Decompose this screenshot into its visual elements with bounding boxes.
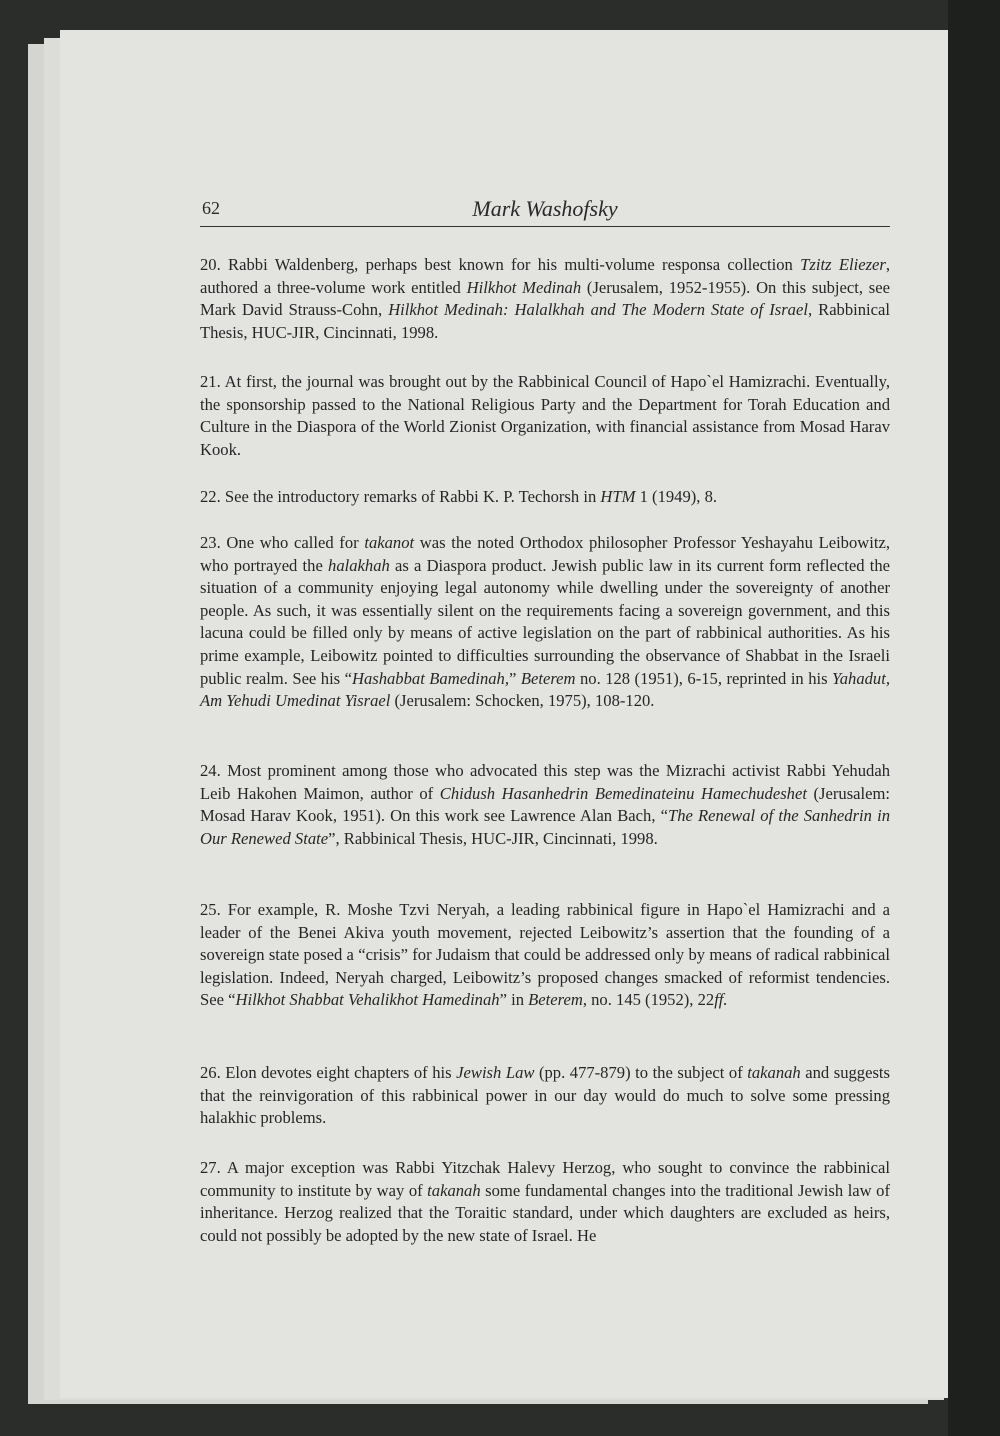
- italic-title: ff.: [714, 990, 728, 1010]
- italic-title: halakhah: [328, 555, 390, 575]
- note-text: (Jerusalem, 1952-1955). On this subject, see Mark David Strauss-Cohn,: [200, 277, 890, 320]
- italic-title: takanot: [364, 533, 415, 552]
- note-text: (Jerusalem: Schocken, 1975), 108-120.: [390, 691, 655, 711]
- footnote-23: [200, 532, 890, 713]
- italic-title: takanah: [747, 1063, 801, 1082]
- note-text: 1 (1949), 8.: [635, 487, 718, 506]
- background: [948, 0, 1000, 1436]
- note-text: 25. For example, R. Moshe Tzvi Neryah, a leading rabbinical figure in Hapo`el Hamizrachi and a leader of the Benei Akiva youth movement, rejected Leibowitz’s assertion that the founding of a sovereign state posed a “crisis” for Judaism that could be addressed only by means of radical rabbinical legislation. Indeed, Neryah charged, Leibowitz’s proposed changes smacked of reformist tendencies. See “: [200, 900, 890, 1010]
- note-text: 21. At first, the journal was brought out by the Rabbinical Council of Hapo`el Hamizrachi. Eventually, the sponsorship passed to the National Religious Party and the Department for Torah Education and Culture in the Diaspora of the World Zionist Organization, with financial assistance from Mosad Harav Kook.: [200, 372, 890, 459]
- italic-title: Yahadut, Am Yehudi Umedinat Yisrael: [200, 668, 890, 711]
- italic-title: Hilkhot Shabbat Vehalikhot Hamedinah: [235, 990, 500, 1010]
- note-text: 23. One who called for: [200, 533, 365, 552]
- note-text: , no. 145 (1952), 22: [582, 990, 715, 1010]
- note-text: , authored a three-volume work entitled: [200, 255, 891, 297]
- note-text: no. 128 (1951), 6-15, reprinted in his: [575, 668, 833, 688]
- note-text: (pp. 477-879) to the subject of: [534, 1063, 748, 1082]
- footnote-20: [200, 254, 890, 344]
- italic-title: Beterem: [520, 668, 576, 688]
- footnote-22: [200, 486, 890, 509]
- note-text: some fundamental changes into the traditional Jewish law of inheritance. Herzog realized that the Toraitic standard, under which daughters are excluded as heirs, could not possibly be adopted by the new state of Israel. He: [200, 1180, 890, 1245]
- footnote-21: [200, 371, 890, 461]
- running-title: Mark Washofsky: [472, 196, 618, 221]
- note-text: 22. See the introductory remarks of Rabbi K. P. Techorsh in: [200, 487, 601, 506]
- footnote-26: [200, 1062, 890, 1130]
- note-text: ”: [509, 668, 521, 688]
- footnote-24: [200, 760, 890, 850]
- footnote-25: [200, 899, 890, 1012]
- italic-title: The Renewal of the Sanhedrin in Our Renewed State: [200, 806, 890, 848]
- italic-title: Hashabbat Bamedinah,: [351, 668, 509, 688]
- italic-title: Chidush Hasanhedrin Bemedinateinu Hamechudeshet: [439, 783, 807, 803]
- italic-title: Beterem: [528, 990, 583, 1010]
- page-number: 62: [202, 198, 220, 218]
- italic-title: HTM: [600, 487, 636, 506]
- note-text: 27. A major exception was Rabbi Yitzchak Halevy Herzog, who sought to convince the rabbinical community to institute by way of: [200, 1158, 890, 1200]
- note-text: 26. Elon devotes eight chapters of his: [200, 1063, 457, 1082]
- note-text: 24. Most prominent among those who advocated this step was the Mizrachi activist Rabbi Yehudah Leib Hakohen Maimon, author of: [200, 761, 890, 803]
- note-text: 20. Rabbi Waldenberg, perhaps best known for his multi-volume responsa collection: [200, 255, 801, 274]
- note-text: and suggests that the reinvigoration of this rabbinical power in our day would do much to solve some pressing halakhic problems.: [200, 1063, 890, 1128]
- italic-title: Hilkhot Medinah: [466, 277, 582, 297]
- italic-title: Tzitz Eliezer: [800, 255, 886, 274]
- italic-title: takanah: [427, 1180, 481, 1200]
- note-text: (Jerusalem: Mosad Harav Kook, 1951). On this work see Lawrence Alan Bach, “: [200, 783, 891, 826]
- note-text: as a Diaspora product. Jewish public law in its current form reflected the situation of a community enjoying legal autonomy while dwelling under the sovereignty of another people. As such, it was essentially silent on the requirements facing a sovereign government, and this lacuna could be filled only by means of active legislation on the part of rabbinical authorities. As his prime example, Leibowitz pointed to difficulties surrounding the observance of Shabbat in the Israeli public realm. See his “: [200, 555, 891, 688]
- note-text: , Rabbinical Thesis, HUC-JIR, Cincinnati, 1998.: [200, 300, 891, 342]
- italic-title: Hilkhot Medinah: Halalkhah and The Modern State of Israel: [388, 300, 808, 320]
- note-text: ”, Rabbinical Thesis, HUC-JIR, Cincinnati, 1998.: [328, 828, 658, 848]
- footnote-27: [200, 1157, 890, 1247]
- italic-title: Jewish Law: [456, 1063, 535, 1082]
- running-header: [200, 196, 890, 227]
- note-text: was the noted Orthodox philosopher Professor Yeshayahu Leibowitz, who portrayed the: [200, 533, 890, 575]
- note-text: ” in: [499, 990, 529, 1010]
